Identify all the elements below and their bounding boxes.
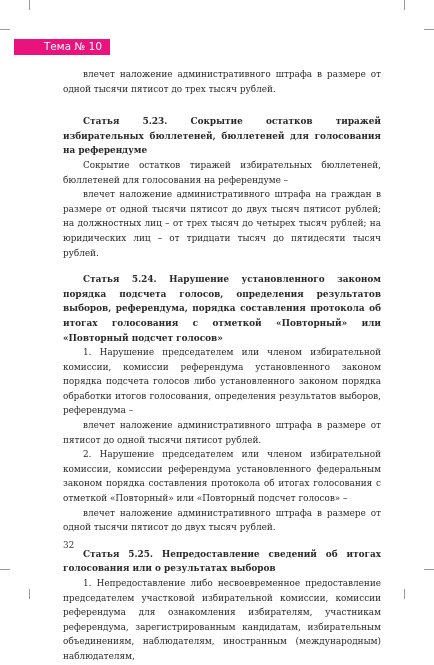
crop-mark-bottom-right-v: [404, 589, 405, 599]
theme-tab: Тема № 10: [14, 39, 110, 55]
crop-mark-bottom-left-h: [0, 569, 10, 570]
page-number: 32: [63, 541, 75, 551]
paragraph: влечет наложение административного штрафа на граждан в размере от одной тысячи пятисот до двух тысяч пятисот рублей; на должностных лиц – от трех тысяч до четырех тысяч рублей; на юридических лиц – от тридцати тысяч до пятидесяти тысяч рублей.: [63, 190, 381, 259]
paragraph: влечет наложение административного штрафа в размере от одной тысячи пятисот до трех тысяч рублей.: [63, 70, 381, 95]
paragraph: 2. Нарушение председателем или членом избирательной комиссии, комиссии референдума установленного федеральным законом порядка составления протокола об итогах голосования с отметкой «Повторный» или «Повторный подсчет голосов» –: [63, 450, 381, 505]
crop-mark-top-left-h: [0, 29, 10, 30]
paragraph: 1. Непредоставление либо несвоевременное предоставление председателем участковой избирательной комиссии, комиссии референдума для ознакомления избирателям, участникам референдума, зарегистрированным кандидатам, избирательным объединениям, наблюдателям, иностранным (международным) наблюдателям,: [63, 579, 381, 662]
paragraph: Сокрытие остатков тиражей избирательных бюллетеней, бюллетеней для голосования на референдуме –: [63, 160, 381, 186]
crop-mark-top-right-h: [424, 29, 434, 30]
crop-mark-top-right-v: [404, 0, 405, 10]
crop-mark-bottom-right-h: [424, 569, 434, 570]
paragraph: влечет наложение административного штрафа в размере от пятисот до одной тысячи пятисот рублей.: [63, 421, 381, 446]
paragraph: влечет наложение административного штрафа в размере от одной тысячи пятисот до двух тысяч рублей.: [63, 508, 381, 534]
page-body: [63, 68, 381, 665]
article-heading: Статья 5.24. Нарушение установленного законом порядка подсчета голосов, определения результатов выборов, референдума, порядка составления протокола об итогах голосования с отметкой «Повторный» или «Повторный подсчет голосов»: [63, 275, 381, 344]
crop-mark-bottom-left-v: [29, 589, 30, 599]
article-heading: Статья 5.23. Сокрытие остатков тиражей избирательных бюллетеней, бюллетеней для голосования на референдуме: [63, 117, 381, 157]
article-heading: Статья 5.25. Непредоставление сведений об итогах голосования или о результатах выборов: [63, 549, 381, 575]
paragraph: 1. Нарушение председателем или членом избирательной комиссии, комиссии референдума установленного законом порядка подсчета голосов либо установленного законом порядка обработки итогов голосования, определения результатов выборов, референдума –: [63, 348, 381, 417]
crop-mark-top-left-v: [29, 0, 30, 10]
